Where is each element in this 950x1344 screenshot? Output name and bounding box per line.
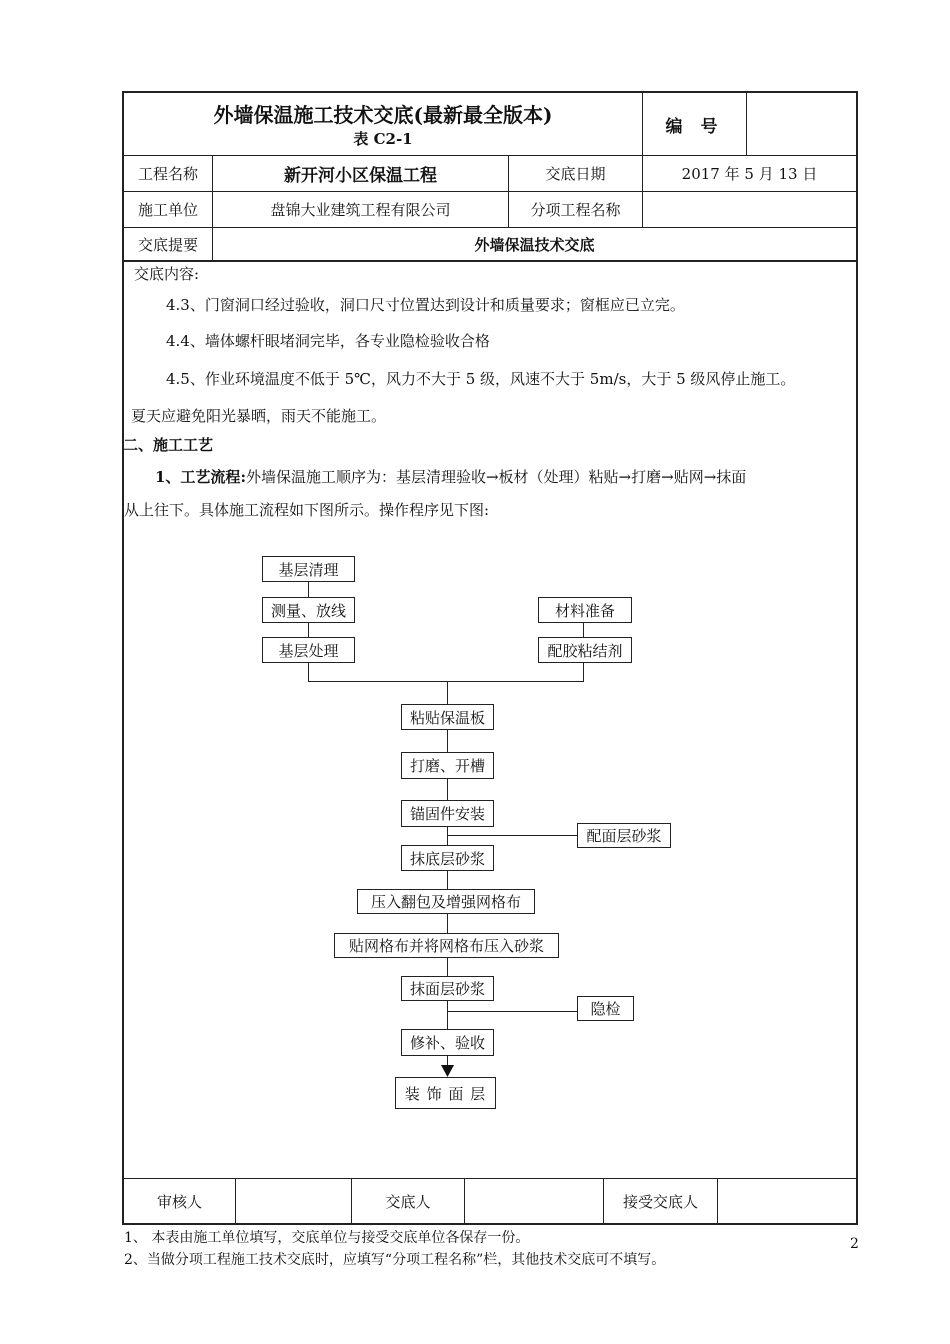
connector — [447, 835, 578, 836]
step-mesh-mortar: 贴网格布并将网格布压入砂浆 — [334, 933, 559, 958]
arrow-down-icon — [441, 1065, 454, 1077]
paragraph-4-5: 4.5、作业环境温度不低于 5℃，风力不大于 5 级，风速不大于 5m/s，大于 5 级风停止施工。 — [166, 370, 796, 388]
step-material: 材料准备 — [538, 597, 632, 623]
summary-value: 外墙保温技术交底 — [474, 235, 595, 254]
form-code: 表 C2-1 — [353, 129, 413, 148]
step-paste-board: 粘贴保温板 — [401, 704, 494, 730]
flow-text: 外墙保温施工顺序为：基层清理验收→板材（处理）粘贴→打磨→贴网→抹面 — [245, 468, 747, 486]
reviewer-label: 审核人 — [156, 1192, 202, 1211]
connector — [308, 581, 309, 598]
number-value — [747, 93, 856, 155]
flow-label: 1、工艺流程: — [155, 468, 246, 486]
connector — [447, 681, 448, 705]
connector — [308, 662, 309, 681]
footnote-1: 1、 本表由施工单位填写，交底单位与接受交底单位各保存一份。 — [124, 1230, 530, 1246]
project-name-label: 工程名称 — [137, 165, 198, 183]
discloser-label: 交底人 — [385, 1192, 431, 1211]
date-label: 交底日期 — [545, 165, 606, 183]
flow-paragraph-cont: 从上往下。具体施工流程如下图所示。操作程序见下图: — [124, 501, 490, 519]
step-glue: 配胶粘结剂 — [538, 637, 632, 663]
paragraph-4-3: 4.3、门窗洞口经过验收，洞口尺寸位置达到设计和质量要求；窗框应已立完。 — [166, 296, 685, 314]
step-mortar-prep: 配面层砂浆 — [577, 823, 671, 848]
project-name: 新开河小区保温工程 — [284, 166, 437, 186]
document-title: 外墙保温施工技术交底(最新最全版本) — [213, 102, 553, 127]
section-heading: 二、施工工艺 — [123, 436, 214, 454]
step-repair: 修补、验收 — [401, 1029, 494, 1056]
row-divider — [122, 260, 858, 262]
page-number: 2 — [850, 1236, 859, 1252]
flow-paragraph — [155, 466, 746, 487]
connector — [583, 662, 584, 681]
number-label: 编 号 — [665, 116, 724, 137]
receiver-field[interactable] — [718, 1179, 856, 1223]
reviewer-field[interactable] — [236, 1179, 351, 1223]
table-border-bottom — [122, 1223, 858, 1225]
connector — [447, 870, 448, 890]
unit-label: 施工单位 — [137, 201, 198, 219]
connector — [447, 778, 448, 801]
step-inspect: 隐检 — [577, 996, 634, 1021]
subproject-label: 分项工程名称 — [530, 201, 621, 219]
footnote-2: 2、当做分项工程施工技术交底时，应填写“分项工程名称”栏，其他技术交底可不填写。 — [124, 1252, 666, 1268]
connector — [447, 913, 448, 934]
connector — [447, 729, 448, 753]
paragraph-4-5-cont: 夏天应避免阳光暴晒，雨天不能施工。 — [131, 407, 387, 425]
receiver-label: 接受交底人 — [622, 1192, 698, 1211]
connector — [447, 826, 448, 846]
date-value: 2017 年 5 月 13 日 — [681, 165, 818, 183]
connector — [447, 957, 448, 977]
connector — [308, 681, 584, 682]
subproject-value — [643, 192, 856, 227]
summary-label: 交底提要 — [137, 235, 198, 254]
step-finish: 装 饰 面 层 — [395, 1077, 496, 1109]
connector — [447, 1011, 578, 1012]
unit-value: 盘锦大业建筑工程有限公司 — [270, 201, 451, 219]
step-base-clean: 基层清理 — [262, 556, 355, 582]
connector — [308, 622, 309, 638]
connector — [583, 622, 584, 638]
step-press-mesh: 压入翻包及增强网格布 — [357, 889, 535, 914]
step-grind: 打磨、开槽 — [401, 752, 494, 779]
content-heading: 交底内容: — [134, 265, 200, 283]
step-base-mortar: 抹底层砂浆 — [401, 845, 494, 871]
discloser-field[interactable] — [465, 1179, 603, 1223]
step-anchor: 锚固件安装 — [401, 800, 494, 827]
connector — [447, 1000, 448, 1030]
step-measure: 测量、放线 — [262, 597, 355, 623]
step-surface-mortar: 抹面层砂浆 — [401, 976, 494, 1001]
step-base-treat: 基层处理 — [262, 637, 355, 663]
paragraph-4-4: 4.4、墙体螺杆眼堵洞完毕，各专业隐检验收合格 — [166, 332, 490, 350]
